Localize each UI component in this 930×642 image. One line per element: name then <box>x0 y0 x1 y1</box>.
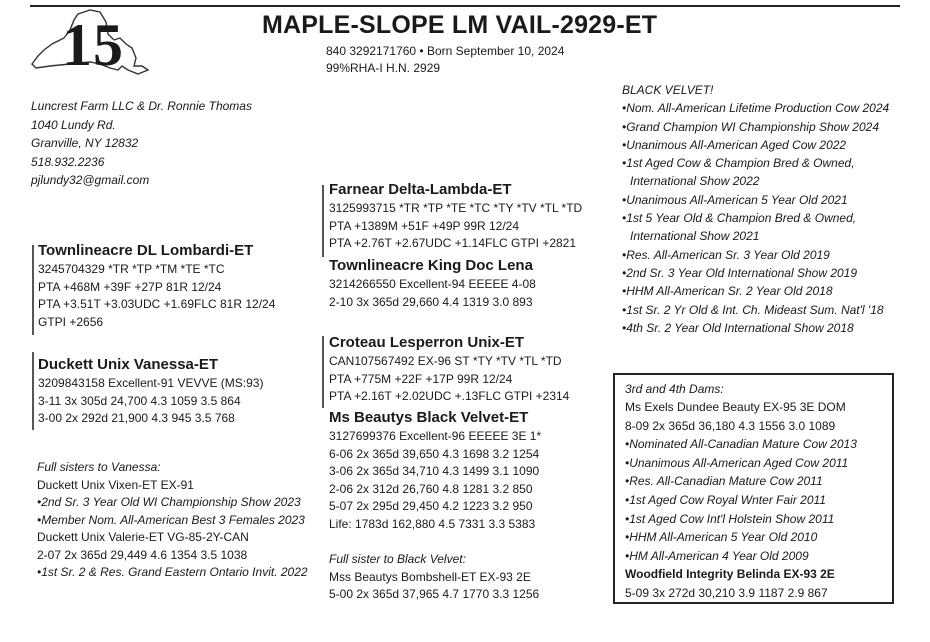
dam-record: 3-11 3x 305d 24,700 4.3 1059 3.5 864 <box>38 393 241 408</box>
dam-line: •1st Aged Cow Royal Wnter Fair 2011 <box>625 492 826 507</box>
consignor-email[interactable]: pjlundy32@gmail.com <box>31 173 150 187</box>
sire-detail: PTA +468M +39F +27P 81R 12/24 <box>38 279 222 294</box>
grandsire-detail: CAN107567492 EX-96 ST *TY *TV *TL *TD <box>329 354 562 368</box>
dam-line: •HHM All-American 5 Year Old 2010 <box>625 530 818 545</box>
dam-line: Ms Exels Dundee Beauty EX-95 3E DOM <box>625 400 846 414</box>
grandsire-detail: PTA +2.16T +2.02UDC +.13FLC GTPI +2314 <box>329 389 570 403</box>
maternal-granddam-block <box>329 408 541 533</box>
sister-line: •1st Sr. 2 & Res. Grand Eastern Ontario Invit. 2022 <box>37 565 308 579</box>
granddam-detail: 3214266550 Excellent-94 EEEEE 4-08 <box>329 277 536 291</box>
grandsire-detail: 3125993715 *TR *TP *TE *TC *TY *TV *TL *TD <box>329 201 583 215</box>
dam-line: Woodfield Integrity Belinda EX-93 2E <box>625 567 835 582</box>
top-rule <box>30 5 900 7</box>
sire-name: Townlineacre DL Lombardi-ET <box>38 242 254 259</box>
award-line: •Grand Champion WI Championship Show 2024 <box>622 119 880 134</box>
granddam-record: 2-10 3x 365d 29,660 4.4 1319 3.0 893 <box>329 294 533 309</box>
consignor-address: 1040 Lundy Rd. <box>31 117 116 132</box>
consignor-name: Luncrest Farm LLC & Dr. Ronnie Thomas <box>31 99 252 113</box>
sister-line: •Member Nom. All-American Best 3 Females 2023 <box>37 512 305 527</box>
registration-line: 840 3292171760 • Born September 10, 2024 <box>326 44 565 58</box>
granddam-record: 2-06 2x 312d 26,760 4.8 1281 3.2 850 <box>329 481 533 496</box>
maternal-grandsire-block <box>329 333 569 406</box>
bracket-line <box>322 185 324 257</box>
dam-block <box>38 355 263 428</box>
grandsire-detail: PTA +775M +22F +17P 99R 12/24 <box>329 371 513 386</box>
award-line: •HHM All-American Sr. 2 Year Old 2018 <box>622 284 833 299</box>
full-sisters-vanessa <box>37 459 308 582</box>
granddam-detail: 3127699376 Excellent-96 EEEEE 3E 1* <box>329 429 542 443</box>
award-line: •Unanimous All-American Aged Cow 2022 <box>622 137 847 152</box>
award-line: International Show 2021 <box>630 229 760 244</box>
paternal-grandsire-block <box>329 180 582 253</box>
dam-record: 3-00 2x 292d 21,900 4.3 945 3.5 768 <box>38 411 235 425</box>
dam-line: •1st Aged Cow Int'l Holstein Show 2011 <box>625 511 835 526</box>
paternal-grandsire-name: Farnear Delta-Lambda-ET <box>329 181 512 198</box>
dam-name: Duckett Unix Vanessa-ET <box>38 356 219 373</box>
granddam-record: 5-07 2x 295d 29,450 4.2 1223 3.2 950 <box>329 499 533 513</box>
sister-line: •2nd Sr. 3 Year Old WI Championship Show 2023 <box>37 495 301 509</box>
dam-line: •Nominated All-Canadian Mature Cow 2013 <box>625 437 857 452</box>
award-line: •2nd Sr. 3 Year Old International Show 2019 <box>622 265 858 280</box>
award-line: •1st Sr. 2 Yr Old & Int. Ch. Mideast Sum. Nat'l '18 <box>622 302 884 317</box>
bracket-line <box>32 352 34 430</box>
full-sister-black-velvet <box>329 551 539 604</box>
bracket-line <box>32 245 34 335</box>
dams-box-content <box>625 380 857 603</box>
granddam-record: 3-06 2x 365d 34,710 4.3 1499 3.1 1090 <box>329 464 540 478</box>
granddam-lifetime: Life: 1783d 162,880 4.5 7331 3.3 5383 <box>329 516 536 531</box>
section-heading: BLACK VELVET! <box>622 83 714 97</box>
sire-detail: GTPI +2656 <box>38 314 104 329</box>
paternal-granddam-block <box>329 256 536 311</box>
consignor-city: Granville, NY 12832 <box>31 136 139 150</box>
section-heading: Full sisters to Vanessa: <box>37 460 161 474</box>
section-heading: Full sister to Black Velvet: <box>329 552 466 566</box>
award-line: International Show 2022 <box>630 174 760 189</box>
lot-number: 15 <box>62 12 124 78</box>
sister-line: Mss Beautys Bombshell-ET EX-93 2E <box>329 569 531 584</box>
consignor-block <box>31 97 252 190</box>
sister-line: 2-07 2x 365d 29,449 4.6 1354 3.5 1038 <box>37 547 248 562</box>
sister-line: Duckett Unix Vixen-ET EX-91 <box>37 477 194 492</box>
award-line: •1st 5 Year Old & Champion Bred & Owned, <box>622 211 857 226</box>
award-line: •Nom. All-American Lifetime Production Cow 2024 <box>622 101 890 116</box>
award-line: •Unanimous All-American 5 Year Old 2021 <box>622 192 848 207</box>
dam-line: •Res. All-Canadian Mature Cow 2011 <box>625 474 823 489</box>
dam-line: 8-09 2x 365d 36,180 4.3 1556 3.0 1089 <box>625 418 836 433</box>
granddam-record: 6-06 2x 365d 39,650 4.3 1698 3.2 1254 <box>329 446 540 461</box>
maternal-granddam-name: Ms Beautys Black Velvet-ET <box>329 409 529 426</box>
sire-detail: 3245704329 *TR *TP *TM *TE *TC <box>38 262 225 276</box>
award-line: •4th Sr. 2 Year Old International Show 2018 <box>622 320 854 335</box>
black-velvet-highlights <box>622 81 889 337</box>
award-line: •Res. All-American Sr. 3 Year Old 2019 <box>622 247 830 262</box>
animal-title: MAPLE-SLOPE LM VAIL-2929-ET <box>262 11 658 39</box>
sire-detail: PTA +3.51T +3.03UDC +1.69FLC 81R 12/24 <box>38 297 276 311</box>
sister-line: 5-00 2x 365d 37,965 4.7 1770 3.3 1256 <box>329 587 540 601</box>
dam-detail: 3209843158 Excellent-91 VEVVE (MS:93) <box>38 376 264 390</box>
award-line: •1st Aged Cow & Champion Bred & Owned, <box>622 156 855 171</box>
consignor-phone: 518.932.2236 <box>31 154 105 169</box>
third-fourth-dams-box <box>613 373 894 604</box>
dam-line: •HM All-American 4 Year Old 2009 <box>625 548 809 563</box>
bracket-line <box>322 336 324 408</box>
grandsire-detail: PTA +2.76T +2.67UDC +1.14FLC GTPI +2821 <box>329 236 577 250</box>
sister-line: Duckett Unix Valerie-ET VG-85-2Y-CAN <box>37 530 249 544</box>
grandsire-detail: PTA +1389M +51F +49P 99R 12/24 <box>329 218 520 233</box>
dam-line: •Unanimous All-American Aged Cow 2011 <box>625 455 849 470</box>
dam-line: 5-09 3x 272d 30,210 3.9 1187 2.9 867 <box>625 585 828 600</box>
sire-block <box>38 241 275 331</box>
rha-line: 99%RHA-I H.N. 2929 <box>326 61 441 75</box>
maternal-grandsire-name: Croteau Lesperron Unix-ET <box>329 334 525 351</box>
paternal-granddam-name: Townlineacre King Doc Lena <box>329 257 533 274</box>
section-heading: 3rd and 4th Dams: <box>625 382 724 396</box>
